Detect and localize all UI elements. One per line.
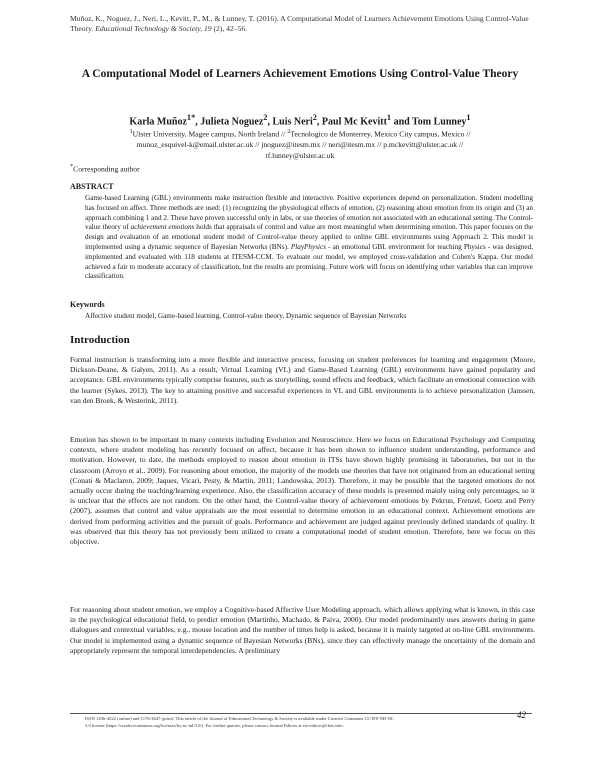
affiliation-2: Tecnologico de Monterrey, Mexico City campus, Mexico //: [290, 129, 471, 139]
author-affil-mark: 1: [386, 113, 392, 122]
keywords-heading: Keywords: [70, 300, 105, 309]
author-affil-mark: 1*: [186, 113, 196, 122]
keywords-text: Affective student model, Game-based learning, Control-value theory, Dynamic sequence of Bayesian Networks: [85, 312, 407, 320]
citation-text: Muñoz, K., Noguez, J., Neri, L., Kevitt, P., M., & Lunney, T. (2016). A Computational Model of Learners Achievement Emotions Using Control-Value Theory.: [70, 14, 529, 33]
citation-header: [70, 14, 550, 34]
author-list: Karla Muñoz$^{1*}$, Julieta Noguez$^2$, Luis Neri$^2$, Paul Mc Kevitt$^1$ and Tom Lunney$^1$: [129, 113, 471, 128]
abstract-text: Game-based Learning (GBL) environments make instruction flexible and interactive. Positive experiences depend on personalization. Student modelling has focused on affect. Three methods are used: (1) recognizing the physiological effects of emotion, (2) reasoning about emotion from its origin and (3) an approach combining 1 and 2. These have proven successful only in labs, or use theories of emotion not associated with an educational setting. The Control-value theory of achievement emotions holds that appraisals of control and value are most meaningful when determining emotion. This paper focuses on the design and evaluation of an emotional student model of Control-value theory applied to online GBL environments using Approach 2. This model is implemented using a dynamic sequence of Bayesian Networks (BNs). PlayPhysics - an emotional GBL environment for teaching Physics - was designed, implemented and evaluated with 118 students at ITESM-CCM. To evaluate our model, we employed cross-validation and Cohen's Kappa. Our model achieved a fair to moderate accuracy of classification, but the results are promising. Future work will focus on identifying other variables that can improve classification.: [85, 194, 534, 281]
author-emails: munoz_esquivel-k@email.ulster.ac.uk // jnoguez@itesm.mx // neri@itesm.mx // p.mckevitt@ulster.ac.uk //: [136, 140, 464, 150]
intro-paragraph-3: For reasoning about student emotion, we employ a Cognitive-based Affective User Modeling approach, which allows applying what is known, in this case in the psychological educational field, to predict emotion (Martinho, Machado, & Paiva, 2000). Our model predominantly uses answers during in game dialogues and contextual variables, e.g., mouse location and the number of times help is asked, because it is mainly targeted at on-line GBL environments. Our model is implemented using a dynamic sequence of Bayesian Networks (BNs), since they can effectively manage the uncertainty of the domain and appropriately represent the temporal interdependencies. A preliminary: [70, 605, 535, 655]
affiliations: $^1$Ulster University, Magee campus, North Ireland // $^2$Tecnologico de Monterrey, Mexico City campus, Mexico // munoz_esquivel-k@email.ulster.ac.uk // jnoguez@itesm.mx // neri@itesm.mx // p.mckevitt@ulster.ac.uk // tf.lunney@ulster.ac.uk: [129, 128, 471, 160]
introduction-heading: Introduction: [70, 334, 130, 346]
intro-paragraph-1: Formal instruction is transforming into a more flexible and interactive process, focusing on student preferences for learning and engagement (Moore, Dickson-Deane, & Galyen, 2011). As a result, Virtual Learning (VL) and Game-Based Learning (GBL) environments have gained popularity and acceptance. GBL environments typically comprise features, such as storytelling, sound effects and feedback, which facilitate an emotional connection with the learner (Sykes, 2013). The key to attaining positive and successful experiences in VL and GBL environments is to achieve personalization (Janssen, van den Broek, & Westerink, 2011).: [70, 355, 535, 405]
corresponding-author-note: *Corresponding author: [70, 163, 140, 174]
page-number: 42: [517, 710, 526, 720]
footer-divider: [70, 713, 532, 714]
author-affil-mark: 2: [263, 113, 268, 122]
footer-license: ISSN 1436-4522 (online) and 1176-3647 (print). This article of the Journal of Educational Technology & Society is available under Creative Commons CC-BY-ND-NC 3.0 license (https://creativecommons.org/licenses/by-nc-nd/3.0/). For further queries, please contact Journal Editors at ets-editors@ifets.info.: [85, 716, 395, 728]
author-name: Paul Mc Kevitt: [321, 116, 387, 128]
author-name: Julieta Noguez: [200, 116, 264, 128]
author-affil-mark: 1: [466, 113, 471, 122]
author-name: Tom Lunney: [412, 116, 467, 128]
affiliation-1: Ulster University, Magee campus, North Ireland //: [132, 129, 288, 139]
author-name: Luis Neri: [272, 116, 313, 128]
paper-title: A Computational Model of Learners Achievement Emotions Using Control-Value Theory: [81, 68, 519, 80]
author-name: Karla Muñoz: [129, 116, 187, 128]
abstract-heading: ABSTRACT: [70, 182, 114, 191]
citation-journal: Educational Technology & Society, 19: [95, 24, 212, 33]
author-affil-mark: 2: [312, 113, 317, 122]
intro-paragraph-2: Emotion has shown to be important in many contexts including Evolution and Neuroscience. Here we focus on Educational Psychology and Computing contexts, where student modeling has recently focused on affect, because it has been shown to influence student understanding, performance and motivation. However, to date, the methods employed to reason about emotion in ITSs have shown highly promising in laboratories, but not in the classroom (Arroyo et al., 2009). For reasoning about emotion, the majority of the models use theories that have not originated from an educational setting (Conati & Maclaren, 2009; Jaques, Vicari, Pesty, & Martin, 2011; Landowska, 2013). Therefore, it may be possible that the targeted emotions do not actually occur during the teaching/learning experience. Also, the classification accuracy of these models is presented mainly using only percentages, so it is unclear that the effects are not random. On the other hand, the Control-value theory of achievement emotions by Pekrun, Frenzel, Goetz and Perry (2007), assumes that control and value appraisals are the most essential to determine emotion in an educational context. Achievement emotions are derived from performing activities and the pursuit of goals. Performance and achievement are judged against previously defined standards of quality. It was observed that this theory has not previously been utilized to create a computational model of student emotion. Therefore, here we focus on this objective.: [70, 435, 535, 547]
author-emails-2: tf.lunney@ulster.ac.uk: [265, 150, 335, 160]
citation-pages: (2), 42–56.: [211, 24, 248, 33]
